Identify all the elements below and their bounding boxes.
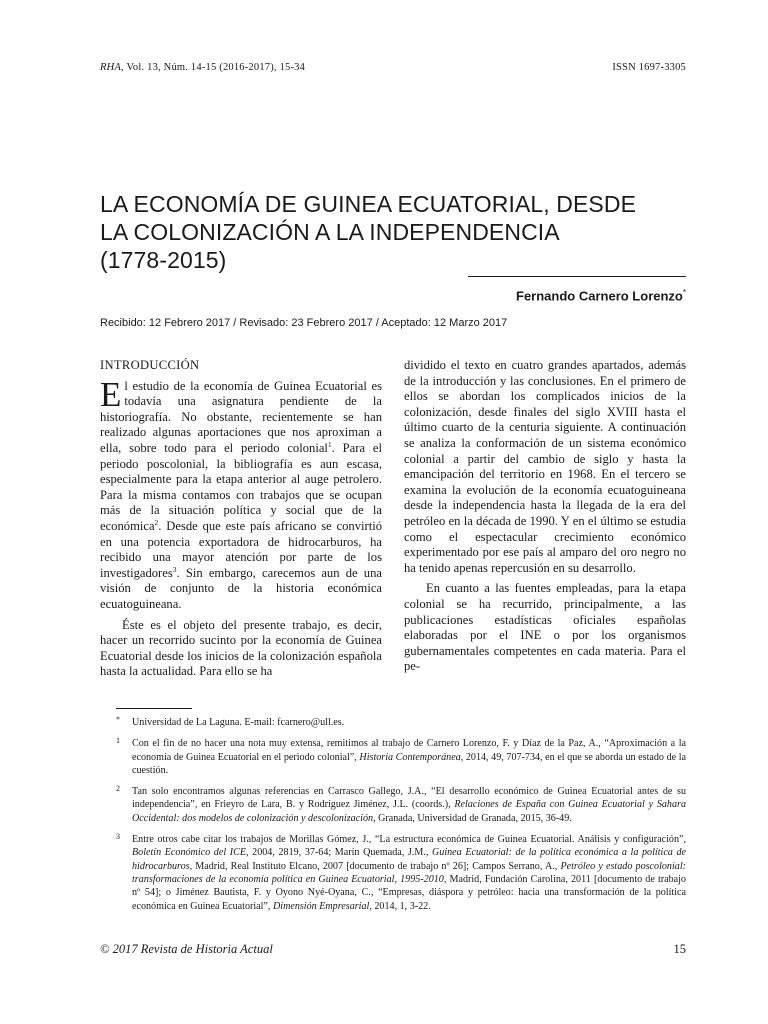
page-footer xyxy=(100,942,686,957)
author-divider xyxy=(468,276,686,277)
right-column xyxy=(404,358,686,675)
copyright: © 2017 Revista de Historia Actual xyxy=(100,942,273,956)
footnote-ref: 2 xyxy=(154,517,159,527)
footnote: 3 Entre otros cabe citar los trabajos de Morillas Gómez, J., “La estructura económica de Guinea Ecuatorial. Análisis y configuración”, Boletín Económico del ICE, 2004, 2819, 37-64; Marín Quemada, J.M., Guinea Ecuatorial: de la política económica a la política de hidrocarburos, Madrid, Real Instituto Elcano, 2007 [documento de trabajo nº 26]; Campos Serrano, A., Petróleo y estado poscolonial: transformaciones de la economía política en Guinea Ecuatorial, 1995-2010, Madrid, Fundación Carolina, 2011 [documento de trabajo nº 54]; o Jiménez Bautista, F. y Oyono Nyé-Oyana, C., “Empresas, diáspora y petróleo: hacia una transformación de la política económica en Guinea Ecuatorial”, Dimensión Empresarial, 2014, 1, 3-22. xyxy=(116,832,686,912)
author-footnote-mark: * xyxy=(682,288,686,297)
section-heading: INTRODUCCIÓN xyxy=(100,358,200,372)
paragraph: dividido el texto en cuatro grandes apartados, además de la introducción y las conclusiones. En el primero de ellos se abordan los complicados inicios de la colonización, desde finales del siglo XVIII hasta el último cuarto de la centuria siguiente. A continuación se analiza la conformación de un sistema económico colonial a partir del cambio de siglo y hasta la emancipación del territorio en 1968. En el tercero se examina la evolución de la economía ecuatoguineana desde la independencia hasta la llegada de la era del petróleo en la década de 1990. Y en el último se estudia como el espectacular crecimiento económico experimentado por ese país al amparo del oro negro no ha tenido apenas repercusión en su desarrollo. xyxy=(404,358,686,575)
footnote-mark: 1 xyxy=(116,736,120,746)
drop-cap: E xyxy=(100,374,122,414)
footnote-mark: 3 xyxy=(116,832,120,842)
paragraph: Éste es el objeto del presente trabajo, es decir, hacer un recorrido sucinto por la economía de Guinea Ecuatorial desde los inicios de la colonización española hasta la actualidad. Para ello se ha xyxy=(100,617,382,679)
footnote-divider xyxy=(116,708,192,709)
footnote-ref: 1 xyxy=(327,439,332,449)
footnote-ref: 3 xyxy=(172,564,177,574)
page-number: 15 xyxy=(673,942,686,956)
paragraph: El estudio de la economía de Guinea Ecuatorial es todavía una asignatura pendiente de la historiografía. No obstante, recientemente se han realizado algunas aportaciones que nos aproximan a ella, sobre todo para el periodo colonial$^1$. Para el periodo poscolonial, la bibliografía es aun escasa, especialmente para la etapa anterior al auge petrolero. Para la misma contamos con trabajos que se ocupan más de la situación política y social que de la económica$^2$. Desde que este país africano se convirtió en una potencia exportadora de hidrocarburos, ha recibido una mayor atención por parte de los investigadores$^3$. Sin embargo, carecemos aun de una visión de conjunto de la historia económica ecuatoguineana. xyxy=(100,374,382,611)
issn: ISSN 1697-3305 xyxy=(612,62,686,73)
title-line: (1778-2015) xyxy=(100,247,227,273)
title-line: LA COLONIZACIÓN A LA INDEPENDENCIA xyxy=(100,219,560,245)
footnotes xyxy=(116,716,686,921)
left-column xyxy=(100,358,382,680)
running-head-citation xyxy=(100,62,305,73)
running-head xyxy=(100,62,686,73)
author-name: Fernando Carnero Lorenzo* xyxy=(516,288,686,304)
footnote: 2 Tan solo encontramos algunas referencias en Carrasco Gallego, J.A., “El desarrollo económico de Guinea Ecuatorial antes de su independencia”, en Frieyro de Lara, B. y Rodríguez Jiménez, J.L. (coords.), Relaciones de España con Guinea Ecuatorial y Sahara Occidental: dos modelos de colonización y descolonización, Granada, Universidad de Granada, 2015, 36-49. xyxy=(116,784,686,824)
submission-dates: Recibido: 12 Febrero 2017 / Revisado: 23 Febrero 2017 / Aceptado: 12 Marzo 2017 xyxy=(100,317,508,329)
footnote-mark: * xyxy=(116,715,120,724)
title-line: LA ECONOMÍA DE GUINEA ECUATORIAL, DESDE xyxy=(100,191,637,217)
journal-abbrev: RHA xyxy=(100,62,122,73)
footnote: 1 Con el fin de no hacer una nota muy extensa, remitimos al trabajo de Carnero Lorenzo, F. y Díaz de la Paz, A., “Aproximación a la economía de Guinea Ecuatorial en el periodo colonial”, Historia Contemporánea, 2014, 49, 707-734, en el que se aborda un estado de la cuestión. xyxy=(116,736,686,776)
running-head-details: , Vol. 13, Núm. 14-15 (2016-2017), 15-34 xyxy=(121,62,306,73)
article-title xyxy=(100,190,690,274)
footnote: * Universidad de La Laguna. E-mail: fcarnero@ull.es. xyxy=(116,715,345,728)
paragraph: En cuanto a las fuentes empleadas, para la etapa colonial se ha recurrido, principalmente, a las publicaciones estadísticas oficiales españolas elaboradas por el INE o por los organismos gubernamentales competentes en cada materia. Para el pe- xyxy=(404,581,686,674)
footnote-mark: 2 xyxy=(116,784,120,794)
